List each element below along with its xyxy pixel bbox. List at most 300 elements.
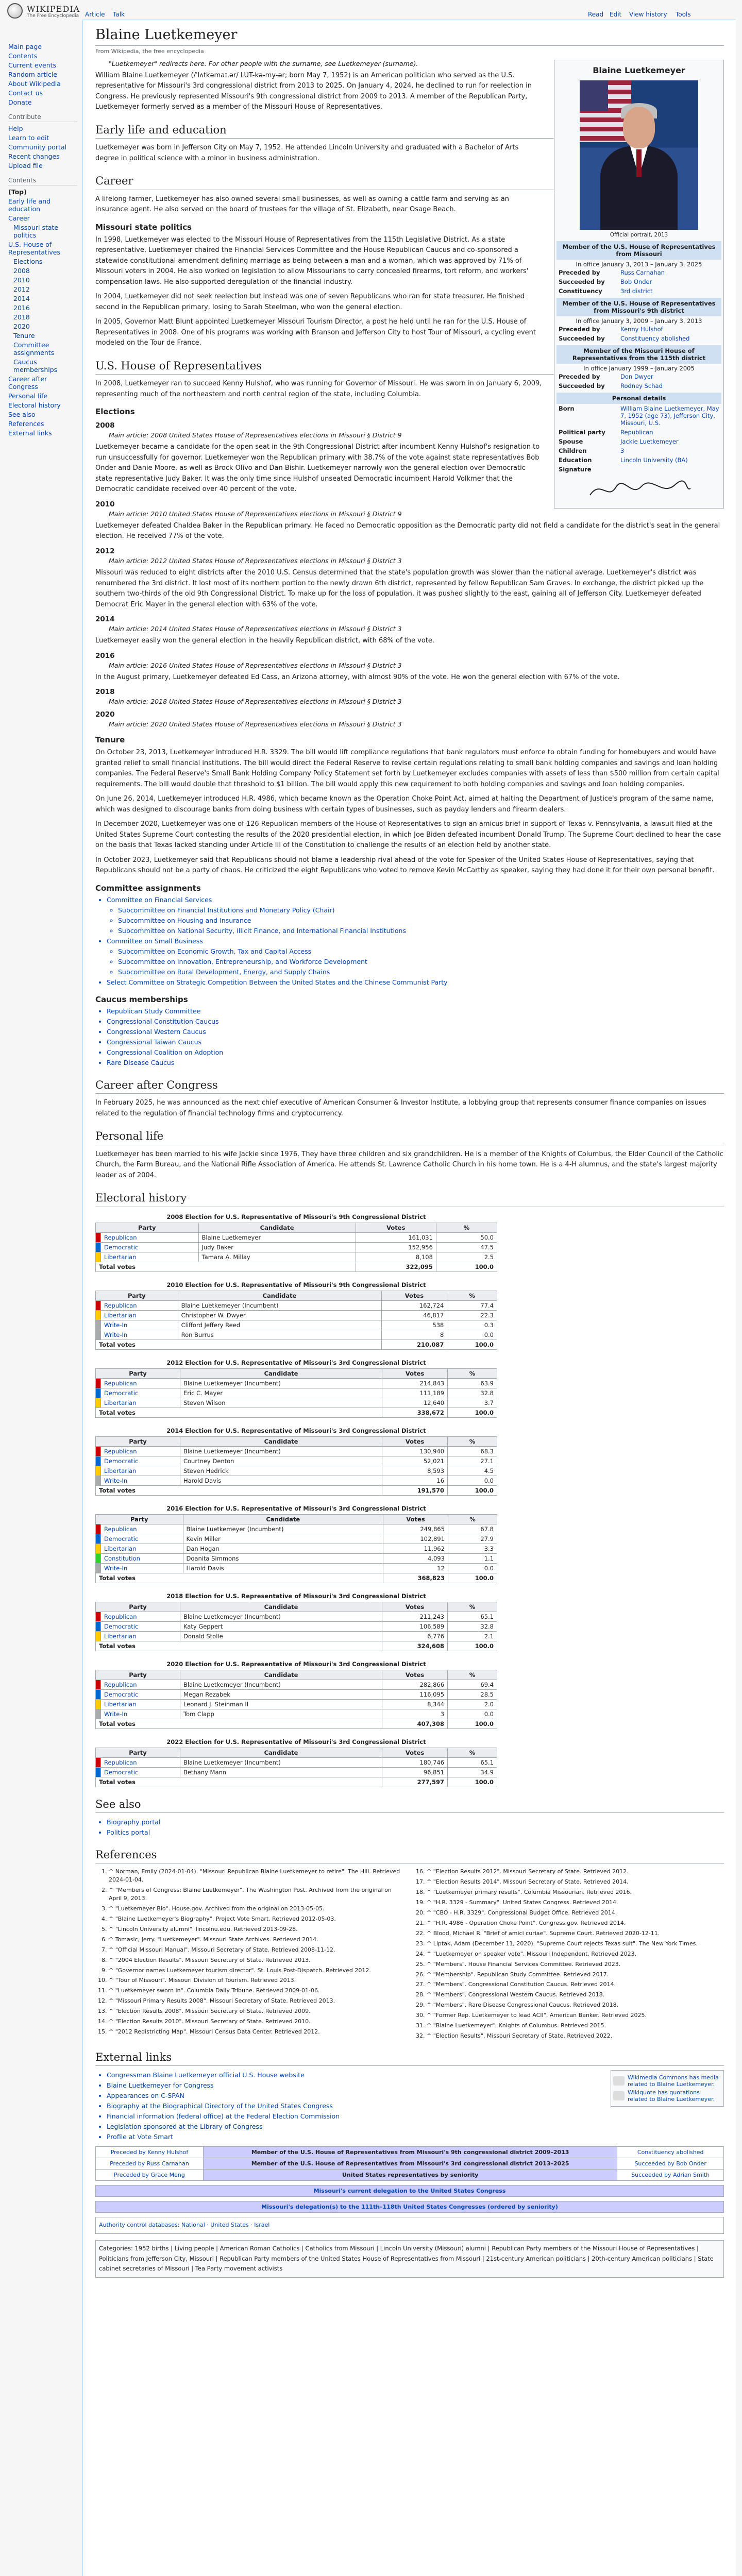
reference-item[interactable]: 11. ^ "Luetkemeyer sworn in". Columbia Daily Tribune. Retrieved 2009-01-06. xyxy=(109,1987,406,1995)
succession-row xyxy=(96,2147,724,2158)
header-cell: % xyxy=(448,1514,497,1524)
toc-item[interactable]: See also xyxy=(8,411,36,418)
tab-read[interactable]: Read xyxy=(588,11,604,18)
sidebar-link[interactable]: Donate xyxy=(8,98,32,106)
election-caption: 2018 Election for U.S. Representative of Missouri's 3rd Congressional District xyxy=(166,1592,426,1600)
reference-item[interactable]: 7. ^ "Official Missouri Manual". Missouri Secretary of State. Retrieved 2008-11-12. xyxy=(109,1946,406,1954)
candidate-cell: Kevin Miller xyxy=(183,1534,383,1544)
candidate-cell: Dan Hogan xyxy=(183,1544,383,1553)
election-table xyxy=(95,1590,497,1651)
header-cell: % xyxy=(447,1291,497,1300)
candidate-cell: Ron Burrus xyxy=(178,1330,381,1340)
paragraph: In 1998, Luetkemeyer was elected to the Missouri House of Representatives from the 115th Legislative District. As a state representative, Luetkemeyer chaired the Financial Services Committee and the House Republican Caucus and co-sponsored a statewide constitutional amendment defining marriage as being between a man and a woman, which was approved by 71% of Missouri voters in 2004. He also worked on legislation to allow Missourians to carry concealed firearms, tort reform, and workers' compensation laws. He also supported deregulation of the financial industry. xyxy=(95,235,529,286)
reference-item[interactable]: 16. ^ "Election Results 2012". Missouri Secretary of State. Retrieved 2012. xyxy=(427,1868,724,1876)
succession-cell[interactable]: Preceded by Russ Carnahan xyxy=(96,2158,204,2170)
toc-item[interactable]: Committee assignments xyxy=(13,341,55,357)
infobox-value[interactable]: Russ Carnahan xyxy=(620,268,665,276)
party-cell[interactable]: Republican xyxy=(101,1680,180,1689)
reference-item[interactable]: 26. ^ "Membership". Republican Study Committee. Retrieved 2017. xyxy=(427,1971,724,1979)
toc-item[interactable]: Electoral history xyxy=(8,401,61,409)
votes-cell: 46,817 xyxy=(381,1310,447,1320)
toc-item[interactable]: External links xyxy=(8,429,52,437)
header-cell: Votes xyxy=(382,1602,448,1612)
party-cell[interactable]: Republican xyxy=(101,1378,180,1388)
election-table xyxy=(95,1658,497,1729)
caucus-item[interactable]: • Republican Study Committee xyxy=(107,1006,724,1016)
total-row xyxy=(96,1340,497,1349)
party-cell[interactable]: Republican xyxy=(101,1232,199,1242)
header-cell: Party xyxy=(96,1223,199,1232)
infobox-label: Preceded by xyxy=(559,372,600,380)
candidate-cell: Steven Hedrick xyxy=(180,1466,382,1476)
see-also-item[interactable]: • Politics portal xyxy=(107,1827,724,1838)
external-link[interactable]: • Profile at Vote Smart xyxy=(107,2132,724,2142)
infobox-value[interactable]: Republican xyxy=(620,428,653,436)
navbox-title[interactable]: Missouri's current delegation to the United States Congress xyxy=(96,2185,723,2196)
toc-item[interactable]: 2014 xyxy=(13,295,30,302)
infobox-personal-heading: Personal details xyxy=(556,393,721,404)
sister-project-text[interactable]: Wikimedia Commons has media related to Blaine Luetkemeyer. xyxy=(628,2074,719,2088)
header-cell: Candidate xyxy=(180,1748,382,1757)
candidate-cell: Tom Clapp xyxy=(180,1709,382,1719)
reference-item[interactable]: 5. ^ "Lincoln University alumni". lincolnu.edu. Retrieved 2013-09-28. xyxy=(109,1925,406,1934)
party-cell[interactable]: Democratic xyxy=(101,1689,180,1699)
candidate-cell: Doanita Simmons xyxy=(183,1553,383,1563)
total-row xyxy=(96,1485,497,1495)
percent-cell: 22.3 xyxy=(447,1310,497,1320)
external-link[interactable]: • Congressman Blaine Luetkemeyer official U.S. House website xyxy=(107,2070,724,2080)
sidebar-link[interactable]: Contact us xyxy=(8,89,43,97)
reference-item[interactable]: 1. ^ Norman, Emily (2024-01-04). "Missouri Republican Blaine Luetkemeyer to retire". The Hill. Retrieved 2024-01-04. xyxy=(109,1868,406,1884)
infobox-office-2[interactable]: Member of the U.S. House of Representatives from Missouri's 9th district xyxy=(556,298,721,316)
committee-item[interactable]: • Committee on Small Business ◦ Subcommittee on Economic Growth, Tax and Capital Access ◦ Subcommittee on Innovation, Entrepreneurship, and Workforce Development ◦ Subcommittee on Rural Development, Energy, and Supply Chains xyxy=(107,936,724,977)
party-color-swatch xyxy=(96,1398,101,1408)
toc-item[interactable]: U.S. House of Representatives xyxy=(8,241,60,256)
infobox-label: Spouse xyxy=(559,437,583,445)
total-row xyxy=(96,1719,497,1728)
infobox-value[interactable]: 3 xyxy=(620,447,625,454)
toc-item[interactable]: 2010 xyxy=(13,276,30,284)
caucus-item[interactable]: • Congressional Western Caucus xyxy=(107,1027,724,1037)
party-color-swatch xyxy=(96,1320,101,1330)
infobox-row xyxy=(556,465,721,474)
sidebar-link[interactable]: Main page xyxy=(8,43,42,50)
paragraph: In the August primary, Luetkemeyer defeated Ed Cass, an Arizona attorney, with almost 90% of the vote. He won the general election with 67% of the vote. xyxy=(95,673,620,681)
candidate-cell: Christopher W. Dwyer xyxy=(178,1310,381,1320)
party-cell[interactable]: Constitution xyxy=(101,1553,183,1563)
reference-item[interactable]: 30. ^ "Former Rep. Luetkemeyer to lead ACII". American Banker. Retrieved 2025. xyxy=(427,2011,724,2020)
party-cell[interactable]: Republican xyxy=(101,1524,183,1534)
party-cell[interactable]: Republican xyxy=(101,1446,180,1456)
sister-project[interactable] xyxy=(613,2074,721,2088)
succession-cell[interactable]: Member of the U.S. House of Representatives from Missouri's 9th congressional district 2009–2013 xyxy=(203,2147,617,2158)
committee-item[interactable]: • Committee on Financial Services ◦ Subcommittee on Financial Institutions and Monetary Policy (Chair) ◦ Subcommittee on Housing and Insurance ◦ Subcommittee on National Security, Illicit Finance, and International Financial Institutions xyxy=(107,895,724,936)
party-cell[interactable]: Libertarian xyxy=(101,1252,199,1262)
percent-cell: 77.4 xyxy=(447,1300,497,1310)
votes-cell: 52,021 xyxy=(382,1456,448,1466)
total-percent: 100.0 xyxy=(448,1485,497,1495)
total-votes: 407,308 xyxy=(382,1719,448,1728)
election-table xyxy=(95,1279,497,1350)
infobox-value[interactable] xyxy=(620,466,719,473)
main-article-link[interactable]: Main article: 2016 United States House of Representatives elections in Missouri § District 3 xyxy=(109,661,402,669)
authority-text[interactable]: Authority control databases: National · United States · Israel xyxy=(99,2222,270,2229)
succession-cell[interactable]: Succeeded by Adrian Smith xyxy=(617,2170,724,2181)
table-row xyxy=(96,1544,497,1553)
section-tenure: Tenure xyxy=(95,735,125,745)
election-tables xyxy=(95,1211,724,1787)
paragraph: In 2005, Governor Matt Blunt appointed Luetkemeyer Missouri Tourism Director, a post he held until he ran for the U.S. House of Representatives in 2008. One of his programs was working with Branson and Jefferson City to host Tour of Missouri, a cycling event modeled on the Tour de France. xyxy=(95,318,536,347)
party-cell[interactable]: Write-In xyxy=(101,1563,183,1573)
toc-item[interactable]: 2018 xyxy=(13,313,30,321)
infobox-value[interactable]: William Blaine Luetkemeyer, May 7, 1952 (age 73), Jefferson City, Missouri, U.S. xyxy=(620,404,719,427)
wordmark[interactable]: WIKIPEDIA xyxy=(27,4,80,14)
committee-list xyxy=(107,895,724,988)
header-cell: Candidate xyxy=(180,1368,382,1378)
section-see-also: See also xyxy=(95,1798,724,1813)
candidate-cell: Katy Geppert xyxy=(180,1621,382,1631)
reference-item[interactable]: 25. ^ "Members". House Financial Services Committee. Retrieved 2023. xyxy=(427,1960,724,1969)
percent-cell: 0.0 xyxy=(448,1709,497,1719)
party-cell[interactable]: Libertarian xyxy=(101,1699,180,1709)
header-cell: Candidate xyxy=(180,1602,382,1612)
succession-cell[interactable]: United States representatives by seniority xyxy=(203,2170,617,2181)
infobox-row xyxy=(556,268,721,277)
party-color-swatch xyxy=(96,1631,101,1641)
party-cell[interactable]: Democratic xyxy=(101,1456,180,1466)
party-color-swatch xyxy=(96,1466,101,1476)
toc-item[interactable]: Career xyxy=(8,214,30,222)
main-article-link[interactable]: Main article: 2008 United States House of Representatives elections in Missouri § District 9 xyxy=(109,431,402,439)
table-row xyxy=(96,1456,497,1466)
infobox-row xyxy=(556,404,721,428)
section-career: Career xyxy=(95,174,724,190)
infobox-label: Education xyxy=(559,456,592,464)
section-personal-life: Personal life xyxy=(95,1129,724,1145)
total-row xyxy=(96,1573,497,1583)
party-cell[interactable]: Write-In xyxy=(101,1320,178,1330)
succession-cell[interactable]: Succeeded by Bob Onder xyxy=(617,2158,724,2170)
paragraph: Luetkemeyer easily won the general election in the heavily Republican district, with 68% of the vote. xyxy=(95,637,435,645)
table-row xyxy=(96,1524,497,1534)
toc-item[interactable]: Missouri state politics xyxy=(13,224,59,239)
toc-item[interactable]: 2020 xyxy=(13,323,30,330)
total-percent: 100.0 xyxy=(448,1408,497,1417)
subcommittee-item[interactable]: ◦ Subcommittee on Economic Growth, Tax and Capital Access xyxy=(118,946,724,957)
candidate-cell: Blaine Luetkemeyer (Incumbent) xyxy=(183,1524,383,1534)
candidate-cell: Clifford Jeffery Reed xyxy=(178,1320,381,1330)
toc-item[interactable]: References xyxy=(8,420,44,428)
header-cell: Party xyxy=(96,1368,180,1378)
paragraph: In 2008, Luetkemeyer ran to succeed Kenny Hulshof, who was running for Governor of Missouri. He was sworn in on January 6, 2009, representing much of the northeastern and north central region of the state, including Columbia. xyxy=(95,380,542,398)
reference-item[interactable]: 20. ^ "CBO - H.R. 3329". Congressional Budget Office. Retrieved 2014. xyxy=(427,1909,724,1917)
external-link[interactable]: • Financial information (federal office) at the Federal Election Commission xyxy=(107,2111,724,2122)
external-link[interactable]: • Biography at the Biographical Directory of the United States Congress xyxy=(107,2101,724,2111)
section-early-life: Early life and education xyxy=(95,123,724,139)
party-color-swatch xyxy=(96,1476,101,1485)
tab-article[interactable]: Article xyxy=(85,11,105,18)
total-label: Total votes xyxy=(96,1340,382,1349)
toc-item[interactable]: Personal life xyxy=(8,392,48,400)
succession-cell[interactable]: Preceded by Kenny Hulshof xyxy=(96,2147,204,2158)
categories-box[interactable]: Categories: 1952 births | Living people | American Roman Catholics | Catholics from Missouri | Lincoln University (Missouri) alumni | Republican Party members of the Missouri House of Representatives | Politicians from Jefferson City, Missouri | Republican Party members of the United States House of Representatives from Missouri | 21st-century American politicians | 20th-century American politicians | State cabinet secretaries of Missouri | Tea Party movement activists xyxy=(95,2240,724,2278)
candidate-cell: Harold Davis xyxy=(183,1563,383,1573)
votes-cell: 106,589 xyxy=(382,1621,448,1631)
toc-item[interactable]: 2016 xyxy=(13,304,30,312)
paragraph: In February 2025, he was announced as the next chief executive of American Consumer & Investor Institute, a lobbying group that represents consumer finance companies on issues related to the regulation of financial technology firms and cryptocurrency. xyxy=(95,1099,706,1117)
subcommittee-item[interactable]: ◦ Subcommittee on National Security, Illicit Finance, and International Financial Institutions xyxy=(118,926,724,936)
reference-item[interactable]: 31. ^ "Blaine Luetkemeyer". Knights of Columbus. Retrieved 2015. xyxy=(427,2022,724,2030)
toc-item[interactable]: 2012 xyxy=(13,285,30,293)
votes-cell: 111,189 xyxy=(382,1388,448,1398)
total-label: Total votes xyxy=(96,1408,382,1417)
reference-item[interactable]: 19. ^ "H.R. 3329 - Summary". United States Congress. Retrieved 2014. xyxy=(427,1899,724,1907)
tab-history[interactable]: View history xyxy=(629,11,667,18)
subcommittee-item[interactable]: ◦ Subcommittee on Rural Development, Energy, and Supply Chains xyxy=(118,967,724,977)
percent-cell: 0.0 xyxy=(448,1476,497,1485)
candidate-cell: Leonard J. Steinman II xyxy=(180,1699,382,1709)
votes-cell: 161,031 xyxy=(356,1232,436,1242)
votes-cell: 102,891 xyxy=(383,1534,448,1544)
reference-item[interactable]: 17. ^ "Election Results 2014". Missouri Secretary of State. Retrieved 2014. xyxy=(427,1878,724,1886)
infobox-value[interactable]: 3rd district xyxy=(620,287,653,295)
header-cell: Votes xyxy=(382,1670,448,1680)
election-caption: 2020 Election for U.S. Representative of Missouri's 3rd Congressional District xyxy=(166,1660,426,1668)
paragraph: In October 2023, Luetkemeyer said that Republicans should not blame a leadership rival ahead of the vote for Speaker of the United States House of Representatives, saying that Republicans should not be a party of chaos. He criticized the eight Republicans who voted to remove Kevin McCarthy as speaker, saying they had done it for their own personal benefit. xyxy=(95,856,715,875)
sidebar-link[interactable]: Recent changes xyxy=(8,152,60,160)
reference-item[interactable]: 13. ^ "Election Results 2008". Missouri Secretary of State. Retrieved 2009. xyxy=(109,2007,406,2015)
table-row xyxy=(96,1320,497,1330)
tab-tools[interactable]: Tools xyxy=(676,11,691,18)
candidate-cell: Bethany Mann xyxy=(180,1767,382,1777)
subcommittee-item[interactable]: ◦ Subcommittee on Innovation, Entrepreneurship, and Workforce Development xyxy=(118,957,724,967)
election-caption: 2016 Election for U.S. Representative of Missouri's 3rd Congressional District xyxy=(166,1504,426,1512)
toc-item[interactable]: Career after Congress xyxy=(8,375,47,391)
party-cell[interactable]: Democratic xyxy=(101,1242,199,1252)
table-row xyxy=(96,1631,497,1641)
sidebar-link[interactable]: Current events xyxy=(8,61,57,69)
party-cell[interactable]: Republican xyxy=(101,1757,180,1767)
header-cell: % xyxy=(448,1670,497,1680)
section-house: U.S. House of Representatives xyxy=(95,359,724,375)
party-color-swatch xyxy=(96,1767,101,1777)
infobox-value[interactable]: Jackie Luetkemeyer xyxy=(620,437,679,445)
toc-item[interactable]: Tenure xyxy=(13,332,35,340)
party-cell[interactable]: Republican xyxy=(101,1300,178,1310)
party-cell[interactable]: Write-In xyxy=(101,1709,180,1719)
reference-item[interactable]: 15. ^ "2012 Redistricting Map". Missouri Census Data Center. Retrieved 2012. xyxy=(109,2028,406,2036)
subsection-2018: 2018 xyxy=(95,688,115,697)
party-color-swatch xyxy=(96,1689,101,1699)
authority-control xyxy=(95,2217,724,2234)
percent-cell: 50.0 xyxy=(436,1232,497,1242)
header-cell: Votes xyxy=(382,1436,448,1446)
reference-item[interactable]: 21. ^ "H.R. 4986 - Operation Choke Point". Congress.gov. Retrieved 2014. xyxy=(427,1919,724,1927)
election-caption: 2012 Election for U.S. Representative of Missouri's 3rd Congressional District xyxy=(166,1359,426,1366)
subsection-2016: 2016 xyxy=(95,651,115,660)
infobox-value[interactable]: Lincoln University (BA) xyxy=(620,456,688,464)
toc-item[interactable]: (Top) xyxy=(8,188,27,196)
header-cell: Party xyxy=(96,1291,178,1300)
table-row xyxy=(96,1699,497,1709)
percent-cell: 2.5 xyxy=(436,1252,497,1262)
party-cell[interactable]: Write-In xyxy=(101,1330,178,1340)
infobox-row xyxy=(556,428,721,437)
main-article-link[interactable]: Main article: 2018 United States House of Representatives elections in Missouri § District 3 xyxy=(109,698,402,706)
party-cell[interactable]: Republican xyxy=(101,1612,180,1621)
party-cell[interactable]: Libertarian xyxy=(101,1310,178,1320)
toc-item[interactable]: Early life and education xyxy=(8,197,51,213)
percent-cell: 27.9 xyxy=(448,1534,497,1544)
subcommittee-item[interactable]: ◦ Subcommittee on Housing and Insurance xyxy=(118,916,724,926)
party-cell[interactable]: Write-In xyxy=(101,1476,180,1485)
toc-item[interactable]: Caucus memberships xyxy=(13,358,58,374)
external-link[interactable]: • Legislation sponsored at the Library of Congress xyxy=(107,2122,724,2132)
succession-row xyxy=(96,2158,724,2170)
section-references: References xyxy=(95,1848,724,1863)
party-color-swatch xyxy=(96,1709,101,1719)
section-state-politics: Missouri state politics xyxy=(95,222,192,232)
tab-edit[interactable]: Edit xyxy=(610,11,622,18)
party-cell[interactable]: Democratic xyxy=(101,1621,180,1631)
infobox-value[interactable]: Kenny Hulshof xyxy=(620,325,663,333)
reference-item[interactable]: 3. ^ "Luetkemeyer Bio". House.gov. Archived from the original on 2013-05-05. xyxy=(109,1905,406,1913)
total-votes: 277,597 xyxy=(382,1777,448,1787)
votes-cell: 116,095 xyxy=(382,1689,448,1699)
infobox-value[interactable]: Constituency abolished xyxy=(620,334,690,342)
infobox-label: Children xyxy=(559,447,587,454)
tab-talk[interactable]: Talk xyxy=(113,11,125,18)
succession-cell[interactable]: Member of the U.S. House of Representatives from Missouri's 3rd congressional district 2013–2025 xyxy=(203,2158,617,2170)
election-table xyxy=(95,1425,497,1496)
reference-item[interactable]: 10. ^ "Tour of Missouri". Missouri Division of Tourism. Retrieved 2013. xyxy=(109,1976,406,1985)
infobox-value[interactable]: Don Dwyer xyxy=(620,372,653,380)
paragraph: Missouri was reduced to eight districts after the 2010 U.S. Census determined that the state's population growth was slower than the national average. Luetkemeyer's district was renumbered the 3rd district. It lost most of its northern portion to the newly drawn 6th district, represented by fellow Republican Sam Graves. In exchange, the district picked up the southern two-thirds of the old 9th Congressional District. To make up for the loss of population, it was pushed slightly to the east, gaining all of Jefferson City. Luetkemeyer defeated Democrat Eric Mayer in the general election with 63% of the vote. xyxy=(95,568,704,608)
party-cell[interactable]: Libertarian xyxy=(101,1466,180,1476)
sidebar-link[interactable]: Random article xyxy=(8,71,57,78)
party-color-swatch xyxy=(96,1388,101,1398)
caucus-item[interactable]: • Congressional Coalition on Adoption xyxy=(107,1047,724,1058)
infobox-value[interactable]: Rodney Schad xyxy=(620,382,663,389)
caucus-item[interactable]: • Congressional Constitution Caucus xyxy=(107,1016,724,1027)
succession-cell[interactable]: Preceded by Grace Meng xyxy=(96,2170,204,2181)
toc-item[interactable]: 2008 xyxy=(13,267,30,275)
header-cell: Votes xyxy=(382,1748,448,1757)
sister-project-text[interactable]: Wikiquote has quotations related to Blaine Luetkemeyer. xyxy=(628,2089,715,2103)
candidate-cell: Blaine Luetkemeyer (Incumbent) xyxy=(180,1680,382,1689)
infobox-label: Preceded by xyxy=(559,268,600,276)
reference-item[interactable]: 6. ^ Tomasic, Jerry. "Luetkemeyer". Missouri State Archives. Retrieved 2014. xyxy=(109,1936,406,1944)
party-color-swatch xyxy=(96,1563,101,1573)
lead-paragraph: William Blaine Luetkemeyer (/ˈlʌtkəmaɪ.ər/ LUT-kə-my-ər; born May 7, 1952) is an American politician who served as the U.S. representative for Missouri's 3rd congressional district from 2013 to 2025. On January 4, 2024, he declined to run for reelection in Congress. He previously represented Missouri's 9th congressional district from 2009 to 2013. A member of the Republican Party, Luetkemeyer formerly served as a member of the Missouri House of Representatives. xyxy=(95,71,532,111)
main-article-link[interactable]: Main article: 2014 United States House of Representatives elections in Missouri § District 3 xyxy=(109,625,402,633)
succession-cell[interactable]: Constituency abolished xyxy=(617,2147,724,2158)
votes-cell: 162,724 xyxy=(381,1300,447,1310)
total-row xyxy=(96,1777,497,1787)
reference-item[interactable]: 14. ^ "Election Results 2010". Missouri Secretary of State. Retrieved 2010. xyxy=(109,2018,406,2026)
infobox-office-3[interactable]: Member of the Missouri House of Representatives from the 115th district xyxy=(556,345,721,364)
toc-item[interactable]: Elections xyxy=(13,258,43,265)
reference-item[interactable]: 29. ^ "Members". Rare Disease Congressional Caucus. Retrieved 2018. xyxy=(427,2001,724,2009)
see-also-item[interactable]: • Biography portal xyxy=(107,1817,724,1827)
external-link[interactable]: • Blaine Luetkemeyer for Congress xyxy=(107,2080,724,2091)
committee-item[interactable]: • Select Committee on Strategic Competition Between the United States and the Chinese Communist Party xyxy=(107,977,724,988)
sidebar-link[interactable]: About Wikipedia xyxy=(8,80,61,88)
reference-item[interactable]: 28. ^ "Members". Congressional Western Caucus. Retrieved 2018. xyxy=(427,1991,724,1999)
table-row xyxy=(96,1767,497,1777)
infobox-value[interactable]: Bob Onder xyxy=(620,278,652,285)
infobox-office-1[interactable]: Member of the U.S. House of Representatives from Missouri xyxy=(556,241,721,260)
party-cell[interactable]: Democratic xyxy=(101,1388,180,1398)
caucus-item[interactable]: • Congressional Taiwan Caucus xyxy=(107,1037,724,1047)
sidebar-link[interactable]: Contents xyxy=(8,52,38,60)
external-link[interactable]: • Appearances on C-SPAN xyxy=(107,2091,724,2101)
paragraph: A lifelong farmer, Luetkemeyer has also owned several small businesses, as well as owning a cattle farm and serving as an insurance agent. He also served on the board of trustees for the village of St. Elizabeth, near Osage Beach. xyxy=(95,195,510,214)
reference-item[interactable]: 23. ^ Liptak, Adam (December 11, 2020). "Supreme Court rejects Texas suit". The New York Times. xyxy=(427,1940,724,1948)
reference-item[interactable]: 4. ^ "Blaine Luetkemeyer's Biography". Project Vote Smart. Retrieved 2012-05-03. xyxy=(109,1915,406,1923)
party-color-swatch xyxy=(96,1524,101,1534)
reference-item[interactable]: 27. ^ "Members". Congressional Constitution Caucus. Retrieved 2014. xyxy=(427,1980,724,1989)
reference-item[interactable]: 32. ^ "Election Results". Missouri Secretary of State. Retrieved 2022. xyxy=(427,2032,724,2040)
election-table xyxy=(95,1503,497,1583)
votes-cell: 12,640 xyxy=(382,1398,448,1408)
sidebar-link[interactable]: Community portal xyxy=(8,143,67,151)
reference-item[interactable]: 24. ^ "Luetkemeyer on speaker vote". Missouri Independent. Retrieved 2023. xyxy=(427,1950,724,1958)
party-cell[interactable]: Libertarian xyxy=(101,1544,183,1553)
main-article-link[interactable]: Main article: 2010 United States House of Representatives elections in Missouri § District 9 xyxy=(109,510,402,518)
table-row xyxy=(96,1252,497,1262)
party-cell[interactable]: Democratic xyxy=(101,1534,183,1544)
votes-cell: 152,956 xyxy=(356,1242,436,1252)
party-cell[interactable]: Democratic xyxy=(101,1767,180,1777)
percent-cell: 1.1 xyxy=(448,1553,497,1563)
sidebar-link[interactable]: Upload file xyxy=(8,162,43,170)
votes-cell: 3 xyxy=(382,1709,448,1719)
reference-item[interactable]: 12. ^ "Missouri Primary Results 2008". Missouri Secretary of State. Retrieved 2013. xyxy=(109,1997,406,2005)
party-cell[interactable]: Libertarian xyxy=(101,1631,180,1641)
navbox-title[interactable]: Missouri's delegation(s) to the 111th–118th United States Congresses (ordered by seniority) xyxy=(96,2201,723,2212)
sister-project[interactable] xyxy=(613,2089,721,2103)
party-cell[interactable]: Libertarian xyxy=(101,1398,180,1408)
reference-item[interactable]: 8. ^ "2004 Election Results". Missouri Secretary of State. Retrieved 2013. xyxy=(109,1956,406,1964)
reference-item[interactable]: 2. ^ "Members of Congress: Blaine Luetkemeyer". The Washington Post. Archived from the original on April 9, 2013. xyxy=(109,1886,406,1903)
total-label: Total votes xyxy=(96,1573,383,1583)
table-row xyxy=(96,1553,497,1563)
subcommittee-item[interactable]: ◦ Subcommittee on Financial Institutions and Monetary Policy (Chair) xyxy=(118,905,724,916)
portrait-image[interactable] xyxy=(580,80,698,230)
reference-item[interactable]: 18. ^ "Luetkemeyer primary results". Columbia Missourian. Retrieved 2016. xyxy=(427,1888,724,1896)
caucus-item[interactable]: • Rare Disease Caucus xyxy=(107,1058,724,1068)
header-cell: Candidate xyxy=(198,1223,356,1232)
paragraph: Luetkemeyer defeated Chaldea Baker in the Republican primary. He faced no Democratic opposition as the Democratic party did not field a candidate for the district's seat in the general election. He received 77% of the vote. xyxy=(95,521,720,540)
wikipedia-globe-logo[interactable] xyxy=(7,3,23,19)
votes-cell: 211,243 xyxy=(382,1612,448,1621)
header-cell: Party xyxy=(96,1670,180,1680)
main-article-link[interactable]: Main article: 2012 United States House of Representatives elections in Missouri § District 3 xyxy=(109,556,402,565)
reference-item[interactable]: 9. ^ "Governor names Luetkemeyer tourism director". St. Louis Post-Dispatch. Retrieved 2012. xyxy=(109,1967,406,1975)
reference-item[interactable]: 22. ^ Blood, Michael R. "Brief of amici curiae". Supreme Court. Retrieved 2020-12-11. xyxy=(427,1929,724,1938)
main-article-link[interactable]: Main article: 2020 United States House of Representatives elections in Missouri § District 3 xyxy=(109,720,402,728)
total-percent: 100.0 xyxy=(436,1262,497,1272)
sidebar-link[interactable]: Learn to edit xyxy=(8,134,49,142)
infobox-row xyxy=(556,277,721,286)
party-color-swatch xyxy=(96,1680,101,1689)
tagline: The Free Encyclopedia xyxy=(27,13,79,19)
header-cell: Votes xyxy=(383,1514,448,1524)
percent-cell: 32.8 xyxy=(448,1621,497,1631)
sidebar-link[interactable]: Help xyxy=(8,125,23,132)
succession-row xyxy=(96,2170,724,2181)
